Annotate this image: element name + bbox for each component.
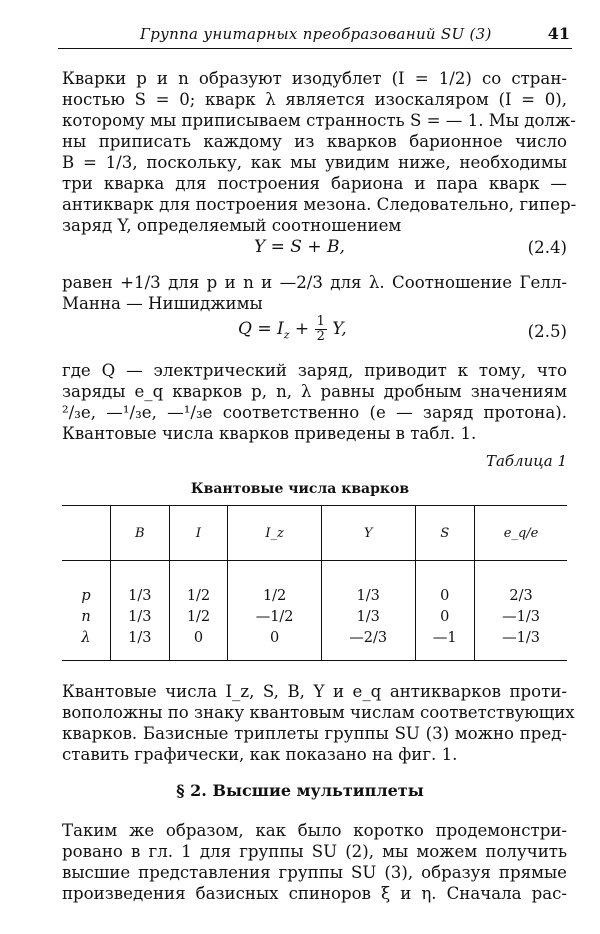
table-cell: 1/3 <box>111 585 170 606</box>
table-cell: —1/3 <box>475 606 567 627</box>
fraction-denominator: 2 <box>316 329 325 344</box>
text-line: воположны по знаку квантовым числам соответствующих <box>62 703 575 722</box>
column-header <box>62 506 111 561</box>
column-header: I <box>169 506 228 561</box>
table-cell: 1/3 <box>321 585 415 606</box>
fraction <box>315 315 327 344</box>
text-line: кварков. Базисные триплеты группы SU (3) можно пред- <box>62 724 567 743</box>
equation-number: (2.5) <box>527 322 567 341</box>
table-cell: 1/2 <box>169 585 228 606</box>
table-label: Таблица 1 <box>485 452 567 470</box>
table-cell: —2/3 <box>321 627 415 648</box>
table-cell: p <box>81 587 91 604</box>
table-cell: 0 <box>415 585 475 606</box>
text-line: ны приписать каждому из кварков барионное число <box>62 132 567 151</box>
equation-hypercharge: Y = S + B, <box>254 237 345 257</box>
table-cell: n <box>81 608 91 625</box>
table-cell: 1/2 <box>228 585 322 606</box>
header-title: Группа унитарных преобразований SU (3) <box>140 25 492 43</box>
table-row <box>62 606 567 627</box>
paragraph-quark-isodoublet <box>62 68 577 236</box>
table-header-row <box>62 506 567 561</box>
text-line: ностью S = 0; кварк λ является изоскаляром (I = 0), <box>62 90 567 109</box>
quantum-numbers-table <box>62 505 567 661</box>
text-line: антикварк для построения мезона. Следовательно, гипер- <box>62 195 577 214</box>
equation-number: (2.4) <box>527 238 567 257</box>
table-cell: 2/3 <box>475 585 567 606</box>
fraction-numerator: 1 <box>316 314 325 329</box>
table-cell: 0 <box>169 627 228 648</box>
table-row <box>62 627 567 648</box>
table-row <box>62 585 567 606</box>
text-line: Квантовые числа кварков приведены в табл. 1. <box>62 424 477 443</box>
text-line: ²/₃e, —¹/₃e, —¹/₃e соответственно (e — заряд протона). <box>62 403 567 422</box>
table-cell: —1/3 <box>475 627 567 648</box>
text-line: три кварка для построения бариона и пара кварк — <box>62 174 567 193</box>
text-line: заряды e_q кварков p, n, λ равны дробным значениям <box>62 382 567 401</box>
table-caption: Квантовые числа кварков <box>190 481 410 497</box>
section-heading: § 2. Высшие мультиплеты <box>176 781 424 800</box>
eq-right: Y, <box>326 319 347 339</box>
table-cell: 1/3 <box>111 606 170 627</box>
text-line: ставить графически, как показано на фиг. 1. <box>62 745 458 764</box>
text-line: B = 1/3, поскольку, как мы увидим ниже, необходимы <box>62 153 567 172</box>
table-cell: λ <box>81 629 91 646</box>
paragraph-hypercharge-values <box>62 272 567 314</box>
table-cell: 0 <box>228 627 322 648</box>
text-line: ровано в гл. 1 для группы SU (2), мы можем получить <box>62 842 567 861</box>
text-line: где Q — электрический заряд, приводит к тому, что <box>62 361 567 380</box>
text-line: которому мы приписываем странность S = — 1. Мы долж- <box>62 111 576 130</box>
column-header: B <box>111 506 170 561</box>
table-cell: —1 <box>415 627 475 648</box>
text-line: Манна — Нишиджимы <box>62 294 263 313</box>
table-cell: 1/3 <box>321 606 415 627</box>
table-bottom-row <box>62 648 567 661</box>
column-header: S <box>415 506 475 561</box>
text-line: равен +1/3 для p и n и —2/3 для λ. Соотношение Гелл- <box>62 273 567 292</box>
column-header: Y <box>321 506 415 561</box>
table-cell: 1/2 <box>169 606 228 627</box>
table-cell: 0 <box>415 606 475 627</box>
paragraph-antiquarks <box>62 681 575 765</box>
paragraph-electric-charge <box>62 360 567 444</box>
table-spacer-row <box>62 561 567 586</box>
text-line: Таким же образом, как было коротко продемонстри- <box>62 821 567 840</box>
text-line: Кварки p и n образуют изодублет (I = 1/2) со стран- <box>62 69 567 88</box>
text-line: произведения базисных спиноров ξ и η. Сначала рас- <box>62 884 567 903</box>
eq-plus: + <box>289 319 315 339</box>
eq-subscript: z <box>283 328 290 342</box>
text-line: Квантовые числа I_z, S, B, Y и e_q антикварков проти- <box>62 682 567 701</box>
column-header: e_q/e <box>475 506 567 561</box>
paragraph-higher-multiplets <box>62 820 567 904</box>
text-line: высшие представления группы SU (3), образуя прямые <box>62 863 567 882</box>
text-line: заряд Y, определяемый соотношением <box>62 216 402 235</box>
eq-left: Q = I <box>238 319 284 339</box>
column-header: I_z <box>228 506 322 561</box>
running-header <box>58 24 572 49</box>
table-cell: 1/3 <box>111 627 170 648</box>
table-cell: —1/2 <box>228 606 322 627</box>
equation-gell-mann-nishijima <box>238 315 347 344</box>
page-number: 41 <box>547 24 570 43</box>
